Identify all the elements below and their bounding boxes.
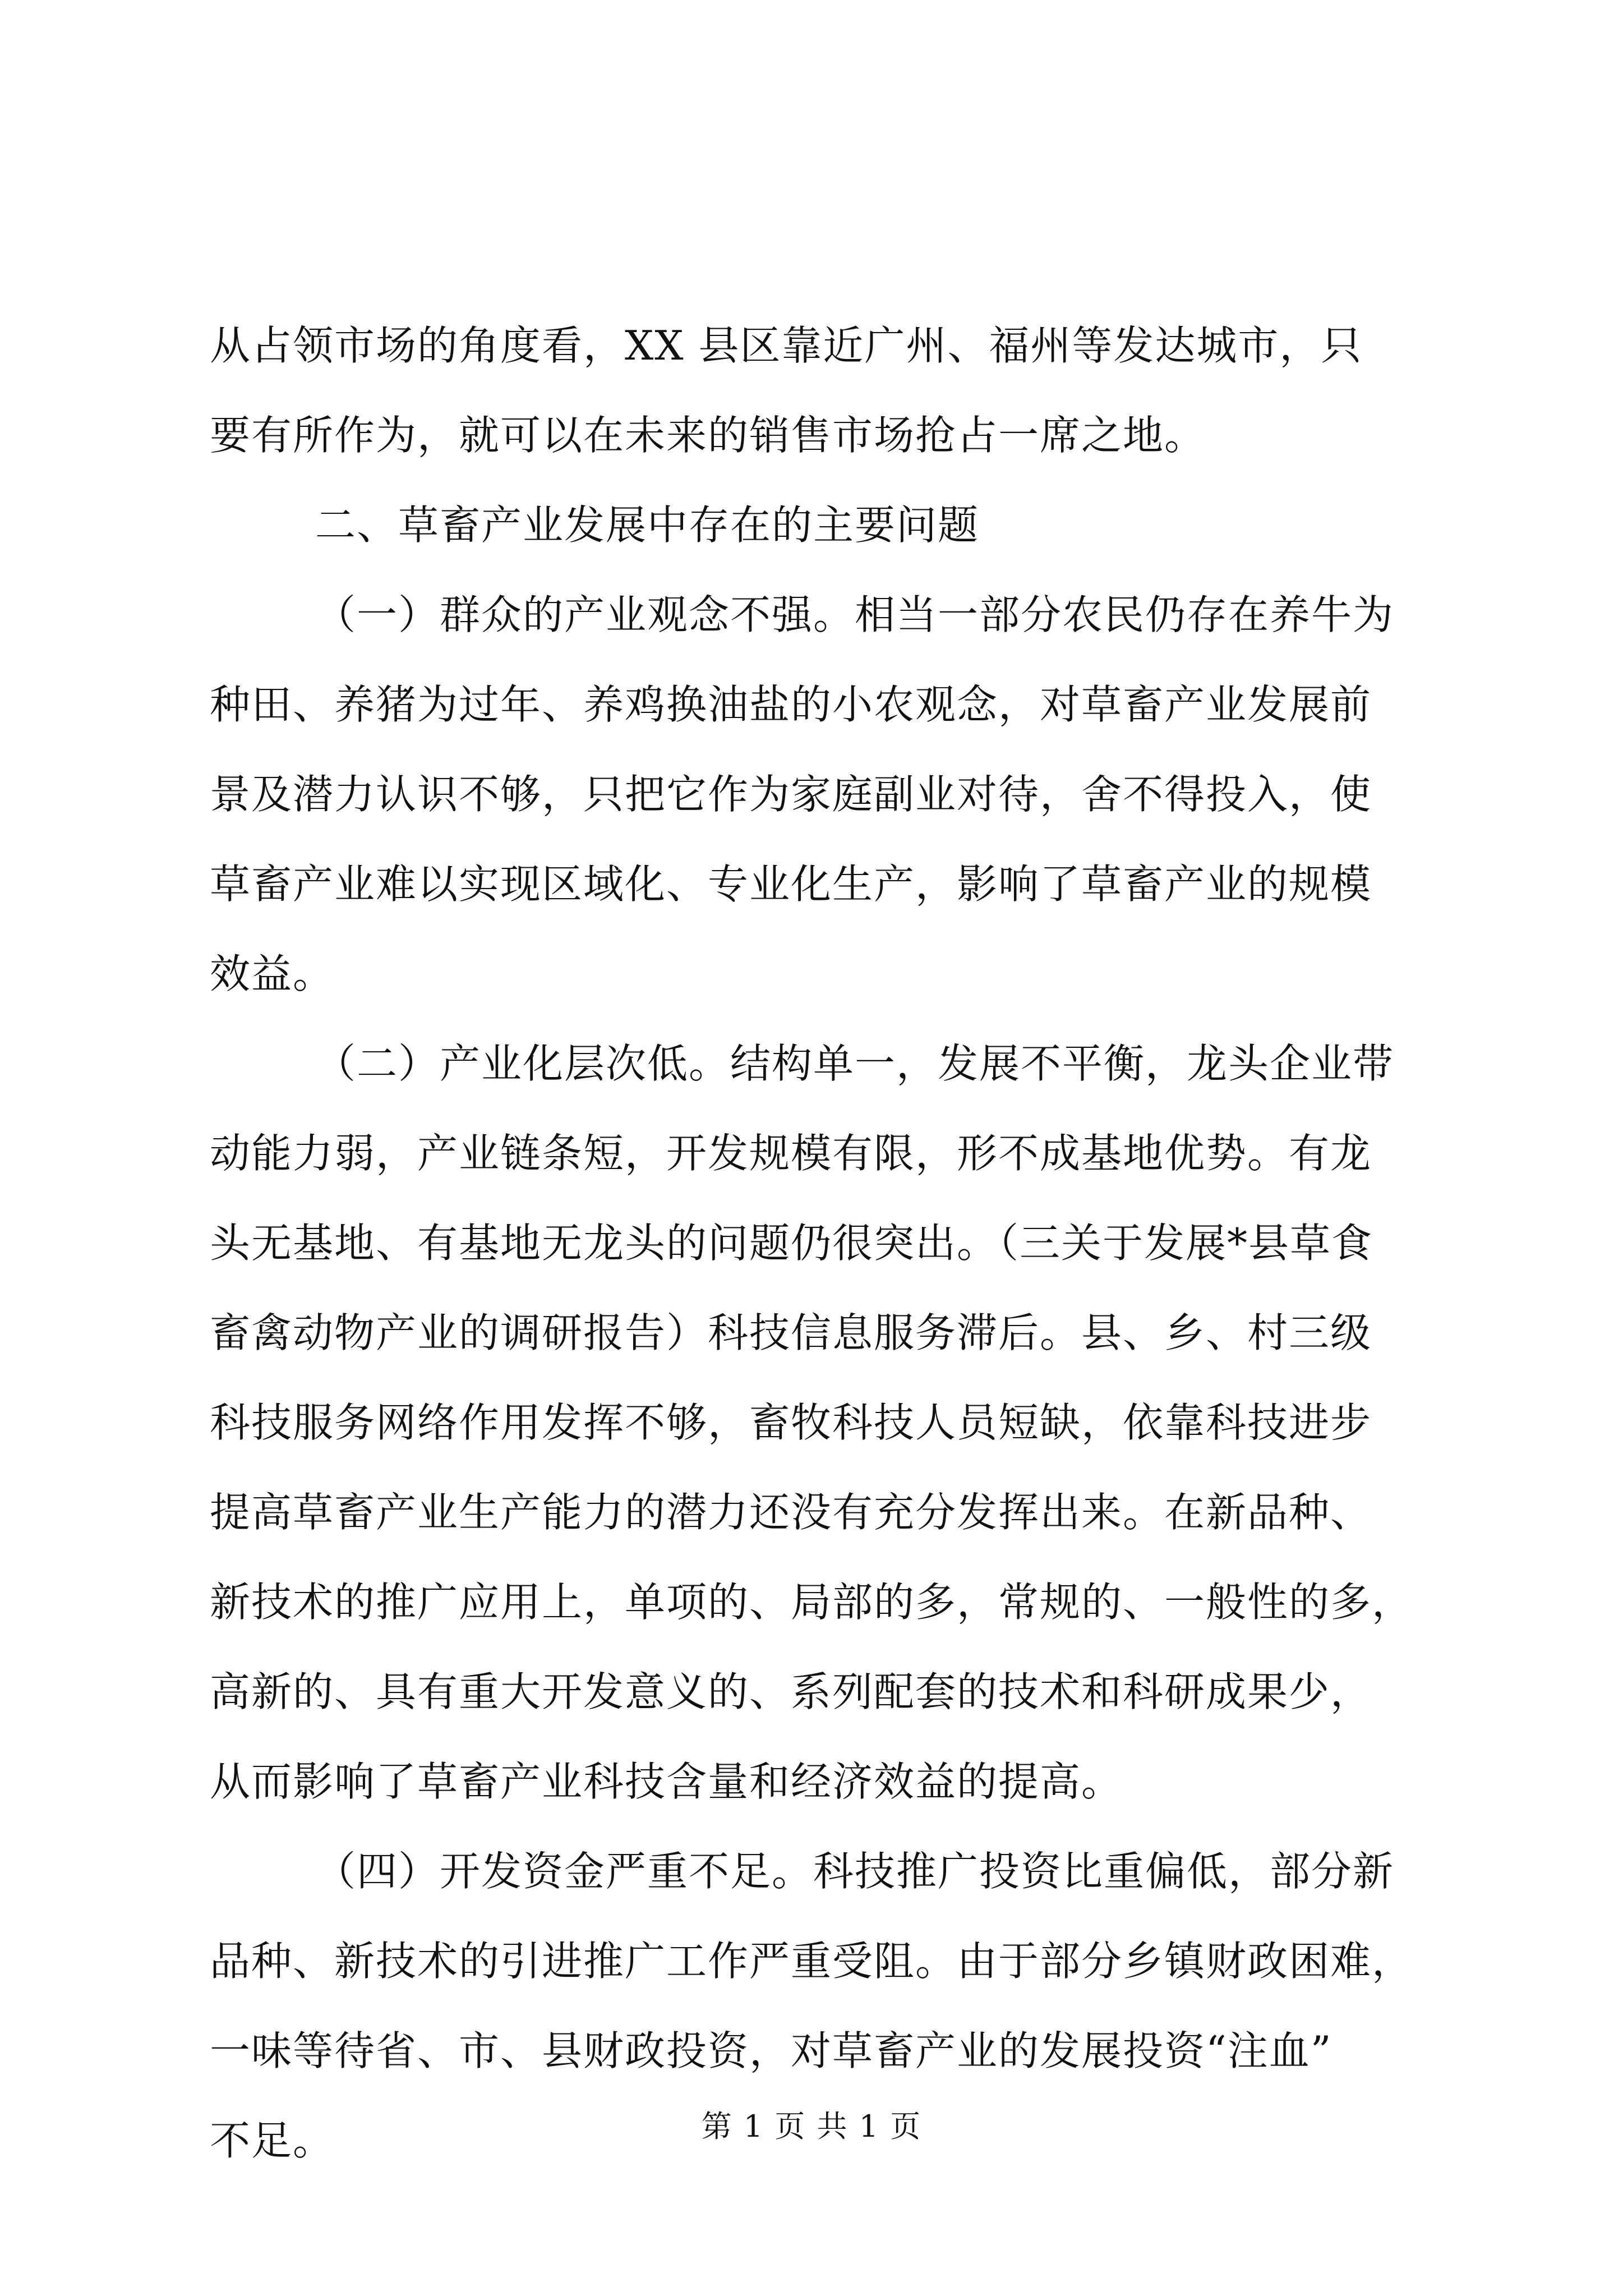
paragraph-industry-concept — [210, 570, 1424, 1019]
text-line: 动能力弱，产业链条短，开发规模有限，形不成基地优势。有龙 — [210, 1130, 1372, 1177]
text-line: 畜禽动物产业的调研报告）科技信息服务滞后。县、乡、村三级 — [210, 1309, 1372, 1356]
text-line: 从而影响了草畜产业科技含量和经济效益的提高。 — [210, 1758, 1123, 1805]
text-line: （四）开发资金严重不足。科技推广投资比重偏低，部分新 — [315, 1848, 1395, 1895]
text-line: 不足。 — [210, 2117, 335, 2164]
text-line: 种田、养猪为过年、养鸡换油盐的小农观念，对草畜产业发展前 — [210, 681, 1372, 728]
section-heading: 二、草畜产业发展中存在的主要问题 — [315, 501, 980, 549]
text-line: （二）产业化层次低。结构单一，发展不平衡，龙头企业带 — [315, 1040, 1395, 1087]
text-line: 科技服务网络作用发挥不够，畜牧科技人员短缺，依靠科技进步 — [210, 1399, 1372, 1446]
text-line: 高新的、具有重大开发意义的、系列配套的技术和科研成果少， — [210, 1668, 1372, 1715]
text-line: 要有所作为，就可以在未来的销售市场抢占一席之地。 — [210, 412, 1206, 459]
text-line: 景及潜力认识不够，只把它作为家庭副业对待，舍不得投入，使 — [210, 771, 1372, 818]
text-line: （一）群众的产业观念不强。相当一部分农民仍存在养牛为 — [315, 591, 1395, 638]
document-body — [210, 301, 1424, 2185]
text-line: 提高草畜产业生产能力的潜力还没有充分发挥出来。在新品种、 — [210, 1489, 1372, 1536]
paragraph-industrialization-level — [210, 1019, 1424, 1826]
text-line: 品种、新技术的引进推广工作严重受阻。由于部分乡镇财政困难， — [210, 1938, 1414, 1985]
text-line: 新技术的推广应用上，单项的、局部的多，常规的、一般性的多， — [210, 1579, 1414, 1626]
page-number-footer: 第 1 页 共 1 页 — [701, 2109, 922, 2144]
text-line: 效益。 — [210, 950, 335, 997]
text-line: 一味等待省、市、县财政投资，对草畜产业的发展投资“注血” — [210, 2027, 1332, 2074]
text-line: 草畜产业难以实现区域化、专业化生产，影响了草畜产业的规模 — [210, 861, 1372, 908]
text-line: 头无基地、有基地无龙头的问题仍很突出。（三关于发展*县草食 — [210, 1220, 1373, 1267]
section-heading-main-problems — [210, 480, 1424, 570]
paragraph-market-position — [210, 301, 1424, 480]
text-line: 从占领市场的角度看，XX 县区靠近广州、福州等发达城市，只 — [210, 322, 1363, 369]
